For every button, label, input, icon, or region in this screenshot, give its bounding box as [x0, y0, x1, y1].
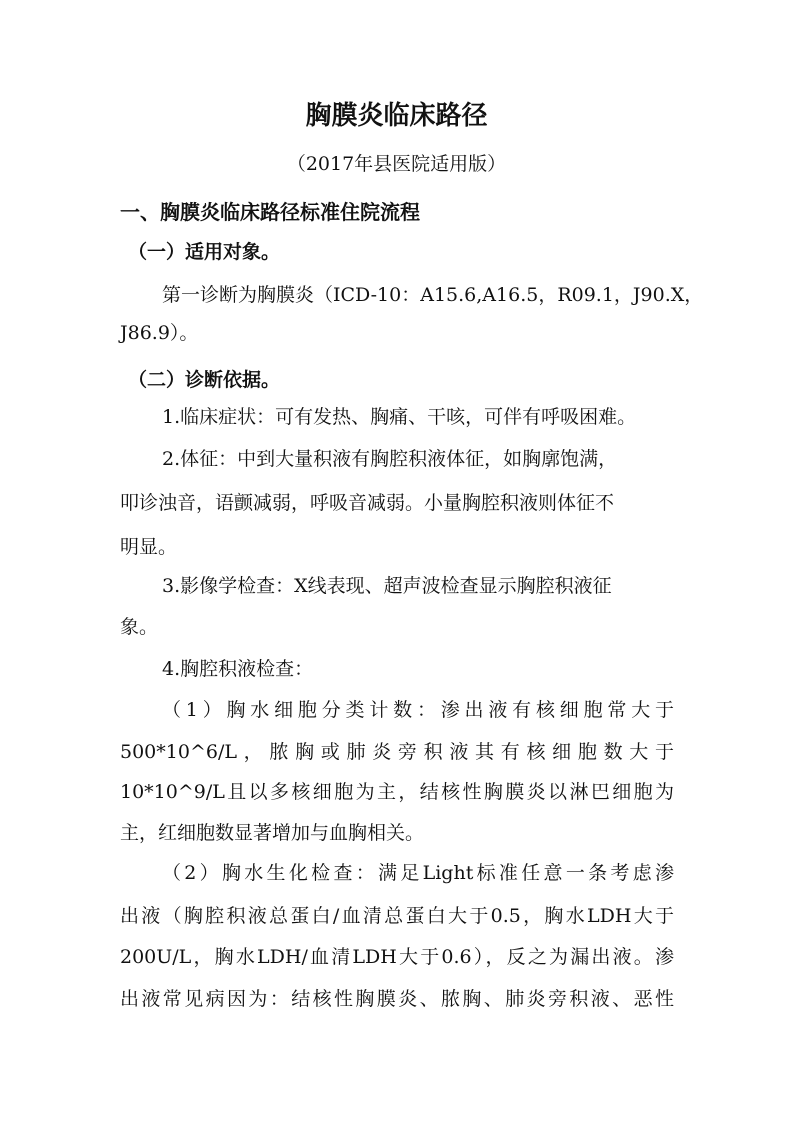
paragraph-line: 500*10^6/L，脓胸或肺炎旁积液其有核细胞数大于	[120, 741, 674, 763]
paragraph-line: 1.临床症状：可有发热、胸痛、干咳，可伴有呼吸困难。	[162, 406, 637, 428]
paragraph-line: J86.9）。	[120, 322, 199, 344]
subsection-heading-diagnosis: （二）诊断依据。	[128, 369, 281, 391]
paragraph-line: 4.胸腔积液检查：	[162, 658, 314, 680]
subsection-heading-scope: （一）适用对象。	[128, 241, 281, 263]
paragraph-line: 2.体征：中到大量积液有胸腔积液体征，如胸廓饱满，	[162, 448, 618, 470]
document-title: 胸膜炎临床路径	[305, 101, 488, 131]
paragraph-line: （2）胸水生化检查：满足Light标准任意一条考虑渗	[162, 862, 674, 884]
paragraph-line: 出液常见病因为：结核性胸膜炎、脓胸、肺炎旁积液、恶性	[120, 988, 674, 1010]
paragraph-line: 明显。	[120, 536, 178, 558]
paragraph-line: 主，红细胞数显著增加与血胸相关。	[120, 822, 425, 844]
paragraph-line: 象。	[120, 616, 159, 638]
paragraph-line: 200U/L，胸水LDH/血清LDH大于0.6），反之为漏出液。渗	[120, 946, 674, 968]
paragraph-line: （1）胸水细胞分类计数：渗出液有核细胞常大于	[162, 699, 674, 721]
section-heading: 一、胸膜炎临床路径标准住院流程	[120, 200, 420, 224]
paragraph-line: 出液（胸腔积液总蛋白/血清总蛋白大于0.5，胸水LDH大于	[120, 905, 674, 927]
document-subtitle: （2017年县医院适用版）	[286, 153, 507, 175]
paragraph-line: 10*10^9/L且以多核细胞为主，结核性胸膜炎以淋巴细胞为	[120, 781, 674, 803]
paragraph-line: 叩诊浊音，语颤减弱，呼吸音减弱。小量胸腔积液则体征不	[120, 492, 615, 514]
paragraph-line: 3.影像学检查：X线表现、超声波检查显示胸腔积液征	[162, 575, 612, 597]
paragraph-line: 第一诊断为胸膜炎（ICD-10：A15.6,A16.5，R09.1，J90.X，	[162, 284, 704, 306]
